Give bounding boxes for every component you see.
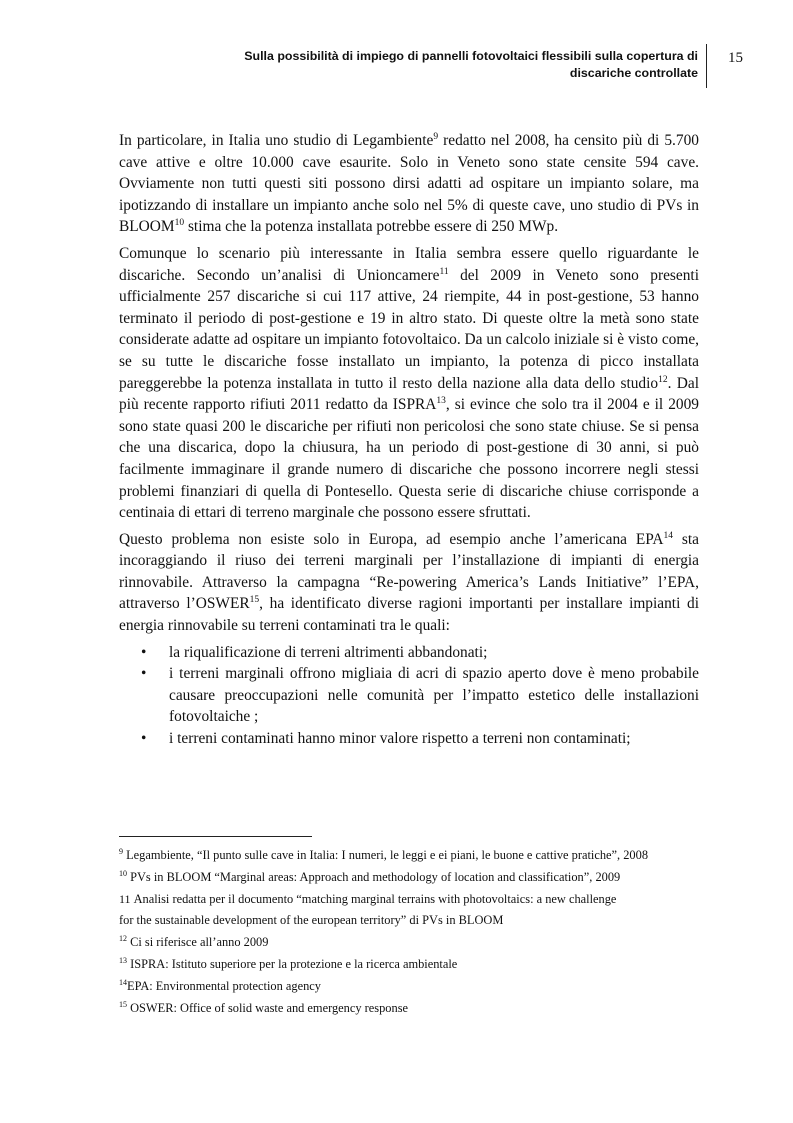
paragraph-text: stima che la potenza installata potrebbe essere di 250 MWp. [184, 218, 559, 236]
footnotes [119, 848, 719, 1023]
header-title-line-2: discariche controllate [569, 66, 698, 80]
list-item-text: i terreni marginali offrono migliaia di acri di spazio aperto dove è meno probabile causare preoccupazioni nelle comunità per l’impatto estetico delle installazioni fotovoltaiche ; [169, 665, 699, 726]
paragraph-text: , ha identificato diverse ragioni importanti per installare impianti di energia rinnovabile su terreni contaminati tra le quali: [119, 595, 699, 635]
footnote-text: Analisi redatta per il documento “matching marginal terrains with photovoltaics: a new challenge [133, 892, 617, 906]
list-item-text: la riqualificazione di terreni altrimenti abbandonati; [169, 643, 488, 661]
paragraph-text: redatto nel 2008, ha censito più di 5.700 cave attive e oltre 10.000 cave esaurite. Solo in Veneto sono state censite 594 cave. Ovviamente non tutti questi siti possono dirsi adatti ad ospitare un impianto solare, ma ipotizzando di installare un impianto anche solo nel 5% di queste cave, uno studio di PVs in BLOOM [119, 132, 699, 236]
bullet-icon: • [141, 665, 147, 683]
paragraph-text: del 2009 in Veneto sono presenti ufficialmente 257 discariche si cui 117 attive, 24 riempite, 44 in post-gestione, 53 hanno terminato il periodo di post-gestione e 19 in altro stato. Di queste oltre la metà sono state considerate adatte ad ospitare un impianto fotovoltaico. Da un calcolo iniziale si è visto come, se su tutte le discariche fosse installato un impianto, la potenza di picco installata pareggerebbe la potenza installata in tutto il resto della nazione alla data dello studio [119, 266, 699, 392]
paragraphs [119, 130, 699, 637]
bullet-list [119, 642, 699, 750]
footnote-text: Legambiente, “Il punto sulle cave in Italia: I numeri, le leggi e ei piani, le buone e cattive pratiche”, 2008 [123, 848, 649, 862]
footnote-mark: 11 [119, 892, 131, 906]
paragraph-text: . Dal più recente rapporto rifiuti 2011 redatto da ISPRA [119, 374, 699, 414]
paragraph-text: Questo problema non esiste solo in Europa, ad esempio anche l’americana EPA [119, 530, 664, 548]
paragraph-1 [119, 130, 699, 238]
bullet-icon: • [141, 643, 147, 661]
footnote-15 [119, 1001, 719, 1016]
footnote-mark: 15 [119, 1000, 127, 1009]
footnote-ref: 9 [433, 132, 439, 142]
paragraph-text: , si evince che solo tra il 2004 e il 2009 sono state quasi 200 le discariche per rifiuti non pericolosi che sono state chiuse. Se si pensa che una discarica, dopo la chiusura, ha un periodo di post-gestione di 30 anni, si può facilmente immaginare il grande numero di discariche che possono incorrere negli stessi problemi finanziari di quella di Pontesello. Questa serie di discariche chiuse corrisponde a centinaia di ettari di terreno marginale che possono essere sfruttati. [119, 396, 699, 522]
paragraph-text: sta incoraggiando il riuso dei terreni marginali per l’installazione di impianti di energia rinnovabile. Attraverso la campagna “Re-powering America’s Lands Initiative” l’EPA, attraverso l’OSWER [119, 530, 700, 613]
footnote-mark: 13 [119, 956, 127, 965]
footnote-ref: 10 [174, 218, 185, 229]
running-header [150, 48, 698, 82]
footnote-text: EPA: Environmental protection agency [127, 979, 321, 993]
footnote-mark: 14 [119, 978, 127, 987]
footnote-13 [119, 957, 719, 972]
footnote-ref: 15 [249, 595, 260, 606]
footnote-ref: 13 [436, 396, 446, 407]
footnote-text: PVs in BLOOM “Marginal areas: Approach and methodology of location and classification”, 2009 [127, 870, 621, 884]
list-item [119, 728, 699, 750]
paragraph-3 [119, 529, 699, 637]
footnote-text-continued: for the sustainable development of the european territory” di PVs in BLOOM [119, 913, 504, 927]
footnote-ref: 12 [658, 374, 668, 385]
paragraph-text: Comunque lo scenario più interessante in Italia sembra essere quello riguardante le discariche. Secondo un’analisi di Unioncamere [119, 244, 699, 284]
body-text [119, 130, 699, 750]
paragraph-2 [119, 243, 699, 524]
page-number: 15 [728, 50, 743, 66]
footnote-12 [119, 935, 719, 950]
footnote-text: Ci si riferisce all’anno 2009 [127, 935, 269, 949]
footnote-11 [119, 892, 719, 928]
footnote-ref: 14 [663, 530, 674, 541]
footnote-mark: 9 [119, 847, 123, 856]
header-divider [706, 44, 707, 88]
footnote-9 [119, 848, 719, 863]
footnote-14 [119, 979, 719, 994]
footnote-10 [119, 870, 719, 885]
footnote-separator [119, 836, 312, 837]
list-item [119, 663, 699, 728]
list-item-text: i terreni contaminati hanno minor valore rispetto a terreni non contaminati; [169, 730, 631, 748]
bullet-icon: • [141, 730, 147, 748]
footnote-text: OSWER: Office of solid waste and emergency response [127, 1001, 409, 1015]
header-title-line-1: Sulla possibilità di impiego di pannelli fotovoltaici flessibili sulla copertura di [244, 49, 698, 63]
footnote-mark: 12 [119, 934, 127, 943]
list-item [119, 642, 699, 664]
paragraph-text: In particolare, in Italia uno studio di Legambiente [119, 132, 434, 149]
footnote-text: ISPRA: Istituto superiore per la protezione e la ricerca ambientale [127, 957, 458, 971]
footnote-ref: 11 [439, 266, 449, 277]
footnote-mark: 10 [119, 869, 127, 878]
